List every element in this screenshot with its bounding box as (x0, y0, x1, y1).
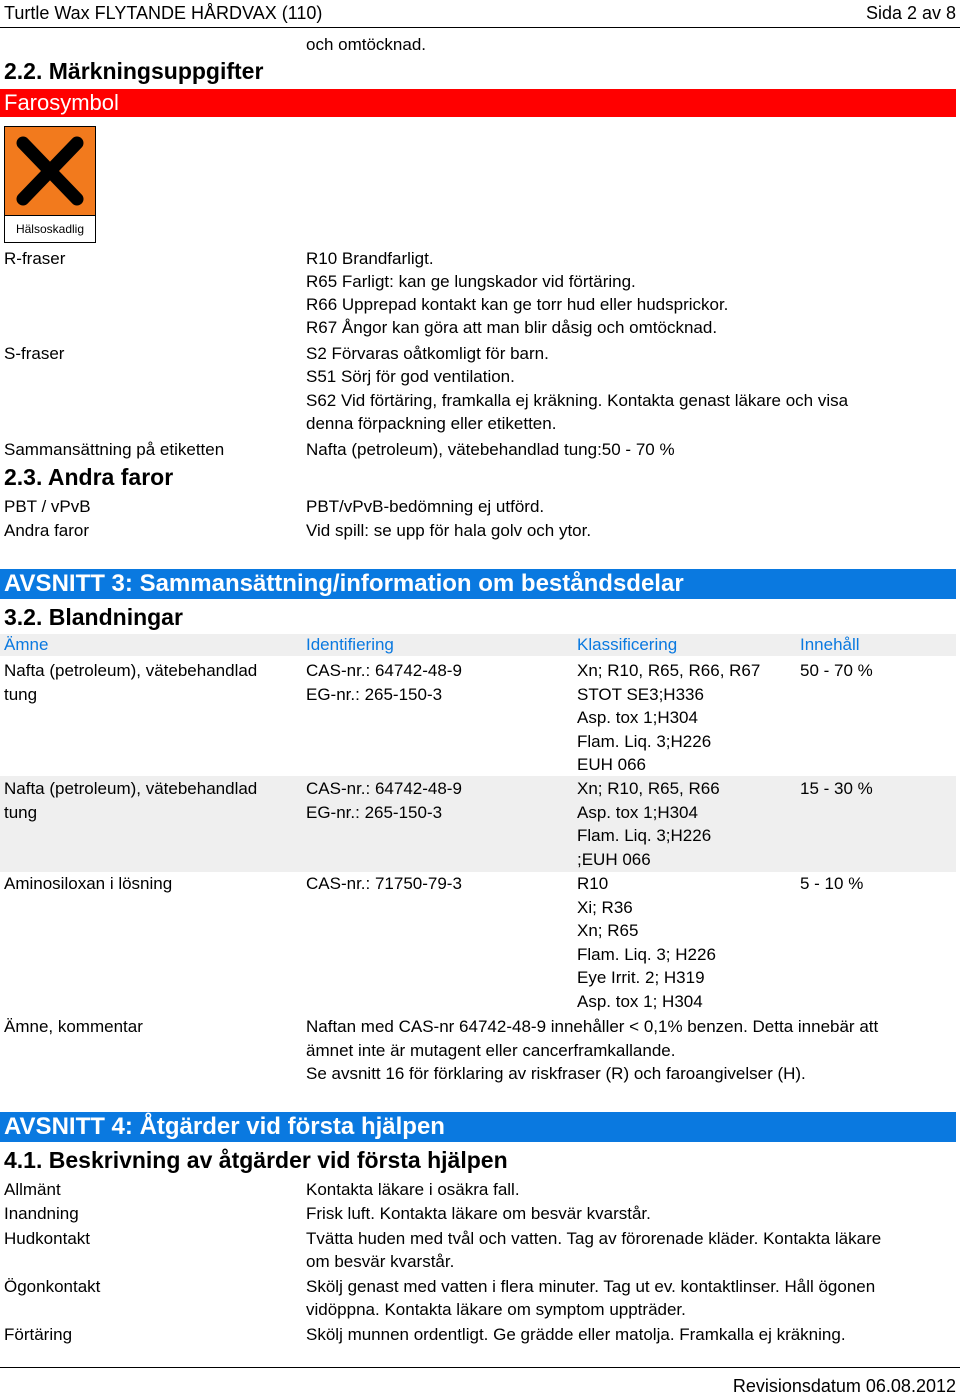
cell-innehall: 15 - 30 % (800, 779, 873, 798)
cell-innehall: 5 - 10 % (800, 874, 864, 893)
sammansattning-label: Sammansättning på etiketten (4, 440, 225, 459)
ogonkontakt-label: Ögonkontakt (4, 1277, 101, 1296)
r-fraser-label: R-fraser (4, 249, 66, 268)
s-line: denna förpackning eller etiketten. (306, 414, 557, 433)
continuation-text: och omtöcknad. (306, 35, 427, 54)
product-title: Turtle Wax FLYTANDE HÅRDVAX (110) (4, 3, 323, 23)
s-line: S62 Vid förtäring, framkalla ej kräkning. Kontakta genast läkare och visa (306, 391, 849, 410)
ogonkontakt-value: vidöppna. Kontakta läkare om symptom uppträder. (306, 1300, 686, 1319)
hudkontakt-value: Tvätta huden med tvål och vatten. Tag av förorenade kläder. Kontakta läkare (306, 1229, 882, 1248)
ogonkontakt-value: Skölj genast med vatten i flera minuter. Tag ut ev. kontaktlinser. Håll ögonen (306, 1277, 876, 1296)
section-2-2-title: 2.2. Märkningsuppgifter (4, 58, 264, 84)
cell-amne: Nafta (petroleum), vätebehandlad tung (4, 661, 258, 704)
inandning-label: Inandning (4, 1204, 79, 1223)
cell-identifiering: CAS-nr.: 64742-48-9 EG-nr.: 265-150-3 (306, 779, 462, 822)
fortaring-value: Skölj munnen ordentligt. Ge grädde eller matolja. Framkalla ej kräkning. (306, 1325, 846, 1344)
r-line: R10 Brandfarligt. (306, 249, 434, 268)
cell-amne: Nafta (petroleum), vätebehandlad tung (4, 779, 258, 822)
r-line: R66 Upprepad kontakt kan ge torr hud eller hudsprickor. (306, 295, 729, 314)
kommentar-label: Ämne, kommentar (4, 1017, 143, 1036)
hudkontakt-label: Hudkontakt (4, 1229, 90, 1248)
kommentar-line: Se avsnitt 16 för förklaring av riskfraser (R) och faroangivelser (H). (306, 1064, 806, 1083)
pbt-value: PBT/vPvB-bedömning ej utförd. (306, 497, 545, 516)
cell-identifiering: CAS-nr.: 71750-79-3 (306, 874, 462, 893)
r-line: R65 Farligt: kan ge lungskador vid förtäring. (306, 272, 636, 291)
cell-amne: Aminosiloxan i lösning (4, 874, 173, 893)
farosymbol-bar: Farosymbol (0, 89, 956, 117)
section-4-1-title: 4.1. Beskrivning av åtgärder vid första hjälpen (4, 1147, 508, 1173)
section-2-3-title: 2.3. Andra faror (4, 464, 174, 490)
allmant-label: Allmänt (4, 1180, 61, 1199)
s-fraser-label: S-fraser (4, 344, 65, 363)
kommentar-line: ämnet inte är mutagent eller cancerframkallande. (306, 1041, 676, 1060)
cell-klassificering: Xn; R10, R65, R66, R67 STOT SE3;H336 Asp. tox 1;H304 Flam. Liq. 3;H226 EUH 066 (577, 661, 761, 774)
fortaring-label: Förtäring (4, 1325, 73, 1344)
section-3-2-title: 3.2. Blandningar (4, 604, 183, 630)
hazard-pictogram (4, 126, 96, 216)
andra-faror-value: Vid spill: se upp för hala golv och ytor. (306, 521, 592, 540)
hazard-caption: Hälsoskadlig (4, 216, 96, 243)
page-number: Sida 2 av 8 (865, 3, 956, 23)
cell-innehall: 50 - 70 % (800, 661, 873, 680)
cell-identifiering: CAS-nr.: 64742-48-9 EG-nr.: 265-150-3 (306, 661, 462, 704)
s-line: S2 Förvaras oåtkomligt för barn. (306, 344, 549, 363)
pbt-label: PBT / vPvB (4, 497, 91, 516)
s-line: S51 Sörj för god ventilation. (306, 367, 515, 386)
revision-date: Revisionsdatum 06.08.2012 (732, 1376, 956, 1396)
cell-klassificering: R10 Xi; R36 Xn; R65 Flam. Liq. 3; H226 Eye Irrit. 2; H319 Asp. tox 1; H304 (577, 874, 716, 1011)
column-header-identifiering: Identifiering (306, 635, 394, 654)
cell-klassificering: Xn; R10, R65, R66 Asp. tox 1;H304 Flam. Liq. 3;H226 ;EUH 066 (577, 779, 720, 869)
hudkontakt-value: om besvär kvarstår. (306, 1252, 455, 1271)
r-line: R67 Ångor kan göra att man blir dåsig och omtöcknad. (306, 318, 718, 337)
table-header (0, 634, 956, 656)
allmant-value: Kontakta läkare i osäkra fall. (306, 1180, 520, 1199)
kommentar-line: Naftan med CAS-nr 64742-48-9 innehåller < 0,1% benzen. Detta innebär att (306, 1017, 879, 1036)
avsnitt-3-bar: AVSNITT 3: Sammansättning/information om beståndsdelar (0, 569, 956, 599)
footer-divider (0, 1367, 960, 1368)
column-header-amne: Ämne (4, 635, 49, 654)
avsnitt-4-bar: AVSNITT 4: Åtgärder vid första hjälpen (0, 1112, 956, 1142)
andra-faror-label: Andra faror (4, 521, 90, 540)
x-cross-icon (5, 127, 95, 215)
column-header-innehall: Innehåll (800, 635, 860, 654)
inandning-value: Frisk luft. Kontakta läkare om besvär kvarstår. (306, 1204, 651, 1223)
sammansattning-value: Nafta (petroleum), vätebehandlad tung:50 - 70 % (306, 440, 675, 459)
column-header-klassificering: Klassificering (577, 635, 678, 654)
header-divider (0, 27, 960, 28)
